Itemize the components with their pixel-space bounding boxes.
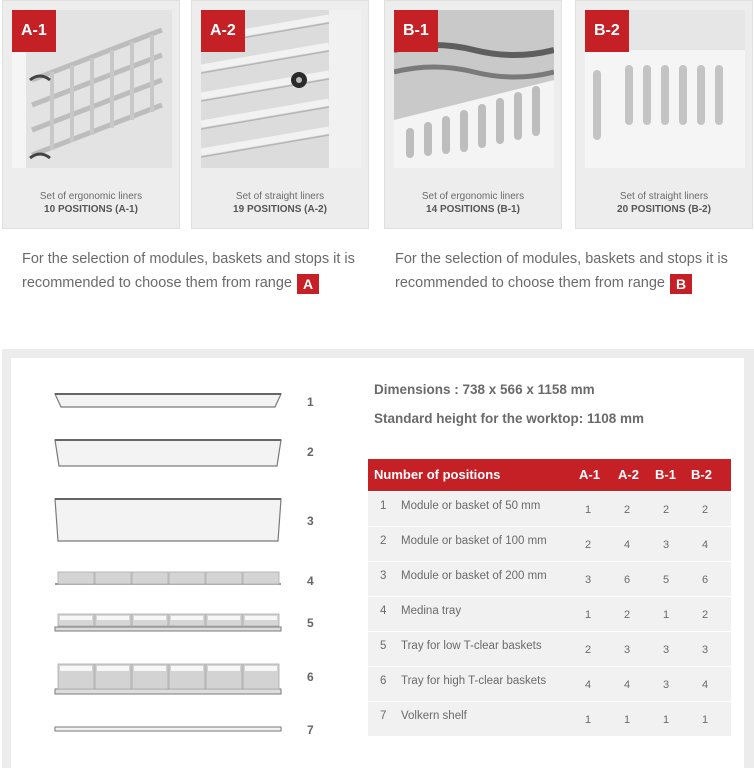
cell-a2: 2 [623, 504, 631, 516]
badge-b1: B-1 [394, 10, 438, 52]
cell-b1: 5 [662, 574, 670, 586]
table-row [368, 527, 731, 561]
tray-number-2: 2 [307, 445, 314, 459]
row-label: Tray for high T-clear baskets [401, 675, 547, 687]
recommendation-line2: recommended to choose them from range [22, 275, 292, 291]
row-number: 1 [380, 500, 387, 512]
table-header-title: Number of positions [374, 467, 501, 482]
tray-1-drawing [55, 394, 281, 407]
tray-3-drawing [55, 499, 281, 541]
tray-drawings [11, 358, 341, 768]
tray-number-5: 5 [307, 616, 314, 630]
row-label: Volkern shelf [401, 710, 467, 722]
specs-panel [2, 349, 754, 768]
cell-a2: 4 [623, 679, 631, 691]
recommendation-b [395, 247, 728, 295]
cell-b1: 1 [662, 714, 670, 726]
tray-number-7: 7 [307, 723, 314, 737]
tray-number-6: 6 [307, 670, 314, 684]
tray-illustrations [11, 358, 341, 768]
row-label: Medina tray [401, 605, 462, 617]
card-b2-positions: 20 POSITIONS (B-2) [617, 204, 711, 215]
recommendation-line2: recommended to choose them from range [395, 275, 665, 291]
tray-5-drawing [55, 614, 281, 631]
card-b1 [384, 0, 562, 229]
tray-2-drawing [55, 440, 281, 466]
cell-b2: 2 [701, 504, 709, 516]
cell-a2: 3 [623, 644, 631, 656]
column-header-a2: A-2 [618, 467, 639, 482]
column-header-b2: B-2 [691, 467, 712, 482]
cell-a2: 6 [623, 574, 631, 586]
cell-a1: 1 [584, 609, 592, 621]
tray-number-4: 4 [307, 574, 314, 588]
card-a1-caption: Set of ergonomic liners [39, 191, 143, 202]
cell-a2: 4 [623, 539, 631, 551]
row-number: 7 [380, 710, 387, 722]
cell-b2: 2 [701, 609, 709, 621]
cell-a2: 2 [623, 609, 631, 621]
table-row [368, 562, 731, 596]
badge-a2: A-2 [201, 10, 245, 52]
row-number: 5 [380, 640, 387, 652]
cell-b1: 2 [662, 504, 670, 516]
row-number: 6 [380, 675, 387, 687]
tray-6-drawing [55, 664, 281, 694]
dimensions-text: Dimensions : 738 x 566 x 1158 mm [374, 382, 595, 397]
table-row [368, 492, 731, 526]
cell-b1: 3 [662, 644, 670, 656]
recommendation-line1: For the selection of modules, baskets and stops it is [22, 251, 355, 267]
column-header-a1: A-1 [579, 467, 600, 482]
cell-a1: 3 [584, 574, 592, 586]
cell-b2: 6 [701, 574, 709, 586]
card-a1-positions: 10 POSITIONS (A-1) [44, 204, 138, 215]
range-badge-b: B [670, 274, 692, 294]
card-b1-positions: 14 POSITIONS (B-1) [426, 204, 520, 215]
table-row [368, 702, 731, 736]
row-label: Module or basket of 50 mm [401, 500, 541, 512]
worktop-height-text: Standard height for the worktop: 1108 mm [374, 411, 645, 426]
table-row [368, 632, 731, 666]
tray-number-3: 3 [307, 514, 314, 528]
card-a2 [191, 0, 369, 229]
cell-b1: 1 [662, 609, 670, 621]
cell-b2: 4 [701, 539, 709, 551]
tray-4-drawing [55, 572, 281, 584]
row-label: Module or basket of 100 mm [401, 535, 547, 547]
cell-a2: 1 [623, 714, 631, 726]
cell-b1: 3 [662, 539, 670, 551]
positions-table [368, 459, 731, 736]
card-b2-caption: Set of straight liners [619, 191, 709, 202]
tray-number-1: 1 [307, 395, 314, 409]
cell-b2: 1 [701, 714, 709, 726]
badge-b2: B-2 [585, 10, 629, 52]
recommendation-a [22, 247, 355, 295]
card-a2-positions: 19 POSITIONS (A-2) [233, 204, 327, 215]
card-b1-caption: Set of ergonomic liners [421, 191, 525, 202]
cell-a1: 1 [584, 714, 592, 726]
row-label: Tray for low T-clear baskets [401, 640, 542, 652]
cell-a1: 2 [584, 644, 592, 656]
cell-a1: 4 [584, 679, 592, 691]
cell-b2: 4 [701, 679, 709, 691]
cell-b1: 3 [662, 679, 670, 691]
column-header-b1: B-1 [655, 467, 676, 482]
row-label: Module or basket of 200 mm [401, 570, 547, 582]
card-b2 [575, 0, 753, 229]
cell-b2: 3 [701, 644, 709, 656]
recommendation-line1: For the selection of modules, baskets and stops it is [395, 251, 728, 267]
card-a2-caption: Set of straight liners [235, 191, 325, 202]
table-row [368, 667, 731, 701]
tray-7-drawing [55, 727, 281, 731]
table-header [368, 459, 731, 491]
cell-a1: 2 [584, 539, 592, 551]
table-row [368, 597, 731, 631]
badge-a1: A-1 [12, 10, 56, 52]
row-number: 3 [380, 570, 387, 582]
card-a1 [2, 0, 180, 229]
row-number: 4 [380, 605, 387, 617]
specs-panel-inner [11, 358, 744, 768]
cell-a1: 1 [584, 504, 592, 516]
range-badge-a: A [297, 274, 319, 294]
row-number: 2 [380, 535, 387, 547]
